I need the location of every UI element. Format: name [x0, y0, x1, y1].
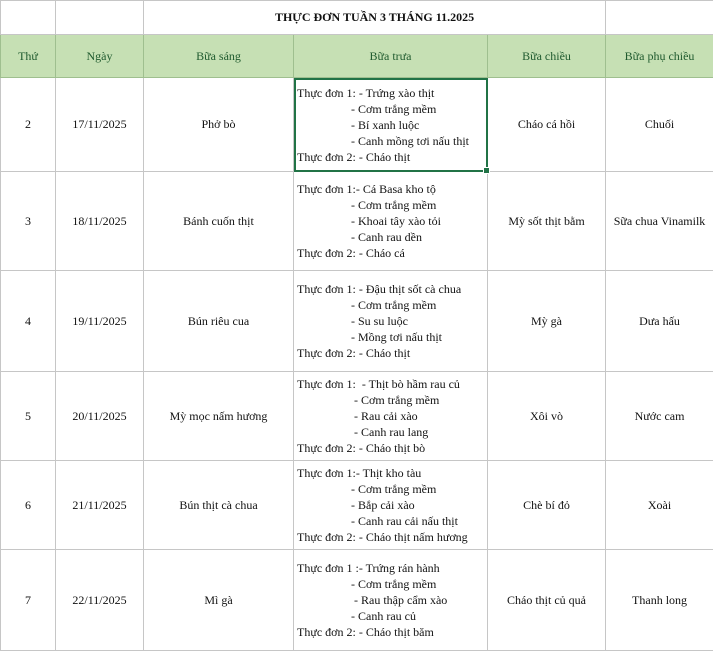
- cell-bua-phu-chieu[interactable]: Dưa hấu: [606, 271, 713, 372]
- cell-bua-trua[interactable]: [294, 550, 488, 651]
- cell-bua-phu-chieu[interactable]: Chuối: [606, 78, 713, 172]
- cell-ngay[interactable]: 20/11/2025: [56, 372, 144, 461]
- table-row: [1, 550, 713, 651]
- empty-cell[interactable]: [1, 1, 56, 35]
- table-row: [1, 172, 713, 271]
- lunch-line: Thực đơn 2: - Cháo thịt băm: [297, 625, 434, 639]
- header-bua-trua[interactable]: Bữa trưa: [294, 35, 488, 78]
- cell-bua-chieu[interactable]: Cháo thịt củ quả: [488, 550, 606, 651]
- lunch-line: - Cơm trắng mềm: [297, 298, 437, 312]
- cell-bua-chieu[interactable]: Chè bí đỏ: [488, 461, 606, 550]
- lunch-line: Thực đơn 1:- Cá Basa kho tộ: [297, 182, 436, 196]
- table-row: [1, 271, 713, 372]
- header-row: [1, 35, 713, 78]
- lunch-line: - Canh mồng tơi nấu thịt: [297, 133, 470, 148]
- title-row: [1, 1, 713, 35]
- cell-thu[interactable]: 2: [1, 78, 56, 172]
- cell-ngay[interactable]: 19/11/2025: [56, 271, 144, 372]
- cell-bua-trua[interactable]: [294, 172, 488, 271]
- cell-thu[interactable]: 6: [1, 461, 56, 550]
- cell-thu[interactable]: 5: [1, 372, 56, 461]
- lunch-line: Thực đơn 1: - Trứng xào thịt: [297, 85, 435, 100]
- lunch-line: - Canh rau củ: [297, 609, 416, 623]
- cell-bua-trua[interactable]: [294, 78, 488, 172]
- lunch-line: - Canh rau cải nấu thịt: [297, 514, 458, 528]
- cell-bua-phu-chieu[interactable]: Thanh long: [606, 550, 713, 651]
- cell-bua-phu-chieu[interactable]: Xoài: [606, 461, 713, 550]
- lunch-line: - Mồng tơi nấu thịt: [297, 330, 443, 344]
- lunch-line: - Rau thập cẩm xào: [297, 593, 448, 607]
- header-ngay[interactable]: Ngày: [56, 35, 144, 78]
- table-row: [1, 78, 713, 172]
- cell-bua-sang[interactable]: Bún riêu cua: [144, 271, 294, 372]
- cell-bua-chieu[interactable]: Xôi vò: [488, 372, 606, 461]
- lunch-line: - Khoai tây xào tỏi: [297, 214, 441, 228]
- lunch-line: - Canh rau lang: [297, 425, 429, 439]
- cell-bua-sang[interactable]: Bánh cuốn thịt: [144, 172, 294, 271]
- cell-ngay[interactable]: 18/11/2025: [56, 172, 144, 271]
- lunch-line: Thực đơn 1 :- Trứng rán hành: [297, 561, 440, 575]
- cell-ngay[interactable]: 22/11/2025: [56, 550, 144, 651]
- cell-bua-trua[interactable]: [294, 271, 488, 372]
- cell-ngay[interactable]: 21/11/2025: [56, 461, 144, 550]
- cell-bua-phu-chieu[interactable]: Nước cam: [606, 372, 713, 461]
- header-bua-sang[interactable]: Bữa sáng: [144, 35, 294, 78]
- cell-bua-sang[interactable]: Phở bò: [144, 78, 294, 172]
- table-row: [1, 461, 713, 550]
- header-bua-phu-chieu[interactable]: Bữa phụ chiều: [606, 35, 713, 78]
- sheet-title[interactable]: THỰC ĐƠN TUẦN 3 THÁNG 11.2025: [144, 1, 606, 35]
- cell-bua-sang[interactable]: Mỳ mọc nấm hương: [144, 372, 294, 461]
- cell-bua-trua[interactable]: [294, 461, 488, 550]
- cell-thu[interactable]: 3: [1, 172, 56, 271]
- empty-cell[interactable]: [606, 1, 713, 35]
- lunch-line: Thực đơn 1:- Thịt kho tàu: [297, 466, 422, 480]
- header-thu[interactable]: Thứ: [1, 35, 56, 78]
- lunch-line: - Cơm trắng mềm: [297, 393, 440, 407]
- cell-bua-trua[interactable]: [294, 372, 488, 461]
- cell-thu[interactable]: 4: [1, 271, 56, 372]
- cell-bua-chieu[interactable]: Mỳ gà: [488, 271, 606, 372]
- lunch-line: - Cơm trắng mềm: [297, 482, 437, 496]
- lunch-line: - Canh rau dền: [297, 230, 422, 244]
- cell-bua-chieu[interactable]: Mỳ sốt thịt bằm: [488, 172, 606, 271]
- lunch-line: - Su su luộc: [297, 314, 408, 328]
- cell-bua-sang[interactable]: Bún thịt cà chua: [144, 461, 294, 550]
- lunch-line: Thực đơn 2: - Cháo cá: [297, 246, 405, 260]
- cell-ngay[interactable]: 17/11/2025: [56, 78, 144, 172]
- cell-bua-chieu[interactable]: Cháo cá hồi: [488, 78, 606, 172]
- empty-cell[interactable]: [56, 1, 144, 35]
- lunch-line: Thực đơn 2: - Cháo thịt: [297, 346, 411, 360]
- lunch-line: Thực đơn 1: - Đậu thịt sốt cà chua: [297, 282, 462, 296]
- lunch-line: Thực đơn 2: - Cháo thịt: [297, 149, 411, 164]
- cell-thu[interactable]: 7: [1, 550, 56, 651]
- header-bua-chieu[interactable]: Bữa chiều: [488, 35, 606, 78]
- lunch-line: Thực đơn 1: - Thịt bò hầm rau củ: [297, 377, 460, 391]
- cell-bua-sang[interactable]: Mì gà: [144, 550, 294, 651]
- lunch-line: - Bắp cải xào: [297, 498, 415, 512]
- lunch-line: - Bí xanh luộc: [297, 117, 420, 132]
- lunch-line: - Rau cải xào: [297, 409, 418, 423]
- table-row: [1, 372, 713, 461]
- lunch-line: - Cơm trắng mềm: [297, 198, 437, 212]
- lunch-line: Thực đơn 2: - Cháo thịt nấm hương: [297, 530, 468, 544]
- cell-bua-phu-chieu[interactable]: Sữa chua Vinamilk: [606, 172, 713, 271]
- lunch-line: - Cơm trắng mềm: [297, 101, 437, 116]
- lunch-line: Thực đơn 2: - Cháo thịt bò: [297, 441, 426, 455]
- lunch-line: - Cơm trắng mềm: [297, 577, 437, 591]
